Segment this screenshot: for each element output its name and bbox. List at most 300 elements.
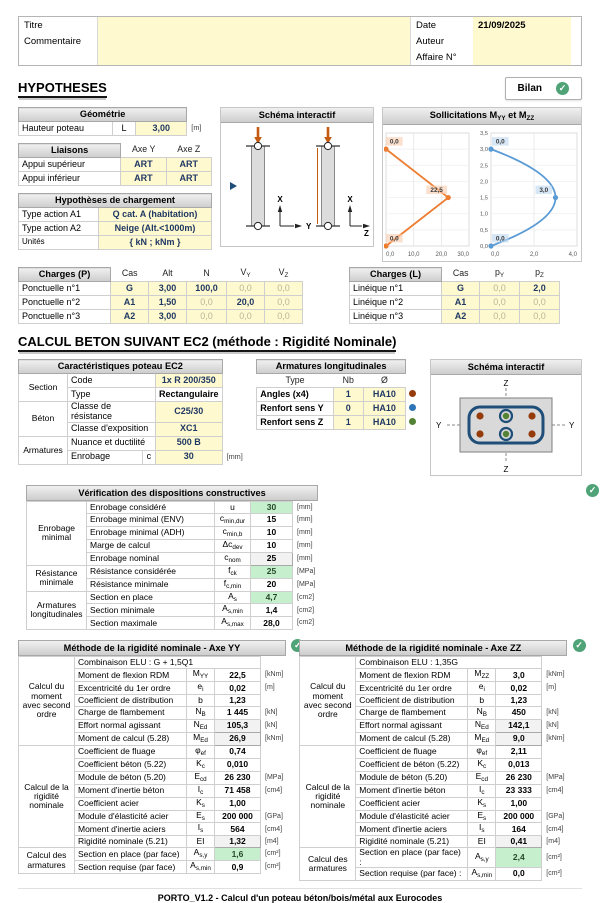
column-header: Axe Z: [177, 144, 201, 155]
nb-input[interactable]: 0: [333, 402, 363, 416]
charge-input[interactable]: 3,00: [149, 310, 187, 324]
value-cell: 0,010: [215, 758, 261, 771]
row-label: Unités: [19, 236, 99, 250]
charge-input[interactable]: 0,0: [520, 296, 560, 310]
row-label: Module de béton (5.20): [356, 771, 468, 784]
value-cell: 4,7: [251, 591, 293, 604]
unit-label: [cm4]: [546, 786, 564, 794]
z-rebar: [503, 431, 509, 437]
value-cell: 450: [496, 707, 542, 720]
svg-text:0,0: 0,0: [386, 252, 395, 258]
row-label: Coefficient acier: [75, 797, 187, 810]
row-label: Section minimale: [87, 604, 215, 617]
unit-label: [m]: [265, 684, 275, 692]
row-label: Charge de flambement: [356, 707, 468, 720]
row-symbol: $A_s$: [215, 591, 251, 604]
svg-text:0,0: 0,0: [479, 244, 488, 250]
row-symbol: $I_c$: [468, 784, 496, 797]
table-row: [27, 502, 319, 514]
row-label: Section en place: [87, 591, 215, 604]
unit-label: [MPa]: [546, 773, 565, 781]
cross-section-schematic[interactable]: [432, 377, 580, 473]
table-row: [19, 236, 212, 250]
row-label: Moment d'inertie aciers: [75, 823, 187, 836]
unit-label: [MPa]: [297, 580, 316, 588]
table-row: [19, 172, 212, 186]
charges-p-table: [18, 267, 303, 324]
row-symbol: $K_c$: [468, 758, 496, 771]
moment-zz-chart: [474, 127, 580, 259]
table-title-row: [19, 194, 212, 208]
charge-input[interactable]: 100,0: [187, 282, 227, 296]
table-row: [19, 374, 246, 388]
table-title: Charges (L): [350, 268, 442, 282]
row-label: Moment de calcul (5.28): [75, 732, 187, 745]
table-title-row: [257, 360, 420, 374]
table-title-row: [19, 360, 246, 374]
value-cell: 200 000: [496, 810, 542, 823]
row-symbol: $A_{s,min}$: [187, 861, 215, 874]
row-label: Rigidité nominale (5.21): [75, 836, 187, 848]
row-label: Section maximale: [87, 617, 215, 630]
row-label: Renfort sens Z: [257, 416, 333, 430]
affaire-field[interactable]: [473, 49, 571, 65]
chargement-input[interactable]: Neige (Alt.<1000m): [98, 222, 211, 236]
table-title: Caractéristiques poteau EC2: [19, 360, 223, 374]
row-label: Coefficient de béton (5.22): [356, 758, 468, 771]
methode-zz-table: [299, 640, 568, 881]
value-cell: 1 445: [215, 707, 261, 720]
rebar-color-dot: [405, 416, 419, 430]
column-header: $p_Z$: [535, 267, 544, 280]
column-header: $V_Z$: [278, 267, 289, 280]
unit-label: [cm2]: [297, 593, 315, 601]
table-row: [27, 591, 319, 604]
auteur-field[interactable]: [473, 33, 571, 49]
bilan-label: Bilan: [517, 83, 542, 94]
charge-input[interactable]: 1,50: [149, 296, 187, 310]
value-cell[interactable]: 1x R 200/350: [156, 374, 223, 388]
row-label: Coefficient de distribution: [356, 695, 468, 707]
value-cell: 1,23: [496, 695, 542, 707]
charge-input[interactable]: 0,0: [480, 296, 520, 310]
methode-yy-table: [18, 640, 287, 881]
table-row: [300, 848, 568, 868]
unit-label: [222, 374, 246, 388]
value-cell: 25: [251, 565, 293, 578]
row-symbol: $I_s$: [468, 823, 496, 836]
value-cell: 564: [215, 823, 261, 836]
charge-input[interactable]: A2: [442, 310, 480, 324]
charge-input[interactable]: 0,0: [265, 310, 303, 324]
nb-input[interactable]: 1: [333, 416, 363, 430]
row-symbol: $e_i$: [468, 682, 496, 695]
row-symbol: $\varphi_{ef}$: [468, 745, 496, 758]
unit-label: [cm²]: [546, 870, 562, 878]
axis-label: Z: [503, 379, 509, 388]
row-symbol: b: [468, 695, 496, 707]
row-label: Ponctuelle n°3: [19, 310, 111, 324]
column-z: [322, 146, 335, 226]
unit-label: [cm4]: [265, 825, 283, 833]
header-block: [18, 16, 582, 66]
value-cell: 26 230: [215, 771, 261, 784]
unit-label: [mm]: [297, 541, 313, 549]
row-label: Type: [68, 388, 156, 402]
date-label: Date: [416, 19, 437, 31]
row-symbol: $A_{s,min}$: [215, 604, 251, 617]
table-row: [350, 282, 560, 296]
row-label: Type action A1: [19, 208, 99, 222]
row-symbol: $N_{Ed}$: [187, 720, 215, 733]
row-label: Ponctuelle n°1: [19, 282, 111, 296]
row-label: Rigidité nominale (5.21): [356, 836, 468, 848]
row-symbol: $N_B$: [187, 707, 215, 720]
row-label: Moment de flexion RDM: [356, 669, 468, 682]
caracteristiques-table: [18, 359, 246, 465]
svg-text:0,0: 0,0: [389, 138, 399, 146]
row-label: Coefficient acier: [356, 797, 468, 810]
row-symbol: $K_c$: [187, 758, 215, 771]
charge-input[interactable]: 0,0: [265, 296, 303, 310]
row-label: Effort normal agissant: [75, 720, 187, 733]
value-cell: 23 333: [496, 784, 542, 797]
group-label: Section: [19, 374, 68, 402]
unit-label: [261, 745, 287, 758]
unit-label: [542, 657, 568, 669]
schema-section-title: Schéma interactif: [431, 360, 581, 375]
value-cell: 9,0: [496, 732, 542, 745]
axis-label: Z: [364, 229, 369, 238]
chargement-table: [18, 193, 212, 250]
svg-text:2,0: 2,0: [529, 252, 539, 258]
charge-input[interactable]: 20,0: [227, 296, 265, 310]
row-symbol: $c_{nom}$: [215, 552, 251, 565]
row-label: Excentricité du 1er ordre: [356, 682, 468, 695]
appui-y-input[interactable]: ART: [121, 172, 166, 186]
column-header: Ø: [380, 374, 388, 385]
charge-input[interactable]: 0,0: [227, 310, 265, 324]
row-symbol: $N_B$: [468, 707, 496, 720]
row-label: Moment d'inertie aciers: [356, 823, 468, 836]
liaisons-table: [18, 143, 212, 186]
column-header: Alt: [162, 268, 173, 279]
row-label: Résistance minimale: [87, 578, 215, 591]
column-header: N: [203, 268, 210, 279]
check-ok-icon: [573, 639, 586, 652]
row-label: Appui inférieur: [19, 172, 121, 186]
lateral-load-icon: [230, 182, 237, 190]
group-label: Enrobage minimal: [27, 502, 87, 566]
charge-input[interactable]: A2: [111, 310, 149, 324]
charge-input[interactable]: G: [111, 282, 149, 296]
value-cell: 22,5: [215, 669, 261, 682]
row-label: Linéique n°1: [350, 282, 442, 296]
unit-label: [kN]: [546, 709, 559, 717]
table-header-row: [257, 374, 420, 388]
column-header: Axe Y: [132, 144, 156, 155]
unit-label: [kN]: [265, 722, 278, 730]
value-cell: Rectangulaire: [156, 388, 223, 402]
row-symbol: $E_s$: [187, 810, 215, 823]
unit-label: [261, 695, 287, 707]
table-row: [19, 310, 303, 324]
table-row: [19, 282, 303, 296]
row-symbol: $K_s$: [187, 797, 215, 810]
axis-label: Y: [436, 421, 442, 430]
svg-text:22,5: 22,5: [430, 187, 443, 195]
value-cell: 25: [251, 552, 293, 565]
group-label: Calcul des armatures: [300, 848, 356, 881]
value-cell: 2,4: [496, 848, 542, 868]
unit-label: [m4]: [546, 838, 560, 846]
nb-input[interactable]: 1: [333, 388, 363, 402]
row-symbol: $E_{cd}$: [187, 771, 215, 784]
check-ok-icon: [556, 82, 569, 95]
axis-label: Z: [503, 465, 509, 473]
group-label: Calcul du moment avec second ordre: [300, 657, 356, 746]
group-label: Armatures longitudinales: [27, 591, 87, 630]
charge-input[interactable]: 2,0: [520, 282, 560, 296]
diametre-input[interactable]: HA10: [363, 402, 405, 416]
svg-text:10,0: 10,0: [407, 252, 420, 258]
row-label: Appui supérieur: [19, 158, 121, 172]
table-title: Méthode de la rigidité nominale - Axe ZZ: [299, 640, 567, 656]
hauteur-input[interactable]: 3,00: [136, 122, 187, 136]
affaire-label: Affaire N°: [416, 51, 457, 63]
row-label: Coefficient de distribution: [75, 695, 187, 707]
table-title: Charges (P): [19, 268, 111, 282]
column-header: Cas: [121, 268, 138, 279]
group-label: Calcul des armatures: [19, 848, 75, 874]
table-row: [19, 208, 212, 222]
row-label: Renfort sens Y: [257, 402, 333, 416]
svg-text:3,0: 3,0: [479, 147, 488, 154]
value-cell: 2,11: [496, 745, 542, 758]
svg-text:0,0: 0,0: [495, 235, 505, 243]
diametre-input[interactable]: HA10: [363, 416, 405, 430]
unit-label: [cm2]: [297, 619, 315, 627]
row-symbol: $A_{s,min}$: [468, 868, 496, 881]
row-label: Enrobage considéré: [87, 502, 215, 514]
row-label: Module d'élasticité acier: [356, 810, 468, 823]
schema-poteau-title: Schéma interactif: [221, 108, 373, 123]
value-cell: 0,0: [496, 868, 542, 881]
svg-text:20,0: 20,0: [435, 252, 448, 258]
table-title: Armatures longitudinales: [257, 360, 406, 374]
rebar-color-dot: [405, 402, 419, 416]
table-row: [257, 388, 420, 402]
svg-text:0,0: 0,0: [491, 252, 500, 258]
unit-label: [kNm]: [546, 671, 565, 679]
row-label: Coefficient béton (5.22): [75, 758, 187, 771]
chargement-input[interactable]: Q cat. A (habitation): [98, 208, 211, 222]
row-symbol: b: [187, 695, 215, 707]
unit-label: [542, 758, 568, 771]
auteur-label: Auteur: [416, 35, 444, 47]
row-label: Module d'élasticité acier: [75, 810, 187, 823]
unit-label: [mm]: [297, 554, 313, 562]
charge-input[interactable]: 0,0: [265, 282, 303, 296]
rebar-color-dot: [405, 388, 419, 402]
svg-text:2,5: 2,5: [479, 163, 488, 170]
row-symbol: $\varphi_{ef}$: [187, 745, 215, 758]
unit-label: [mm]: [297, 529, 313, 537]
svg-text:30,0: 30,0: [457, 252, 469, 258]
row-label: Section requise (par face) :: [356, 868, 468, 881]
column-header: Cas: [452, 268, 469, 279]
table-title: Liaisons: [19, 144, 121, 158]
row-symbol: $A_{s,y}$: [468, 848, 496, 868]
z-rebar: [503, 413, 509, 419]
row-symbol: $f_{c,min}$: [215, 578, 251, 591]
row-label: Nuance et ductilité: [68, 436, 156, 450]
row-symbol: $E_{cd}$: [468, 771, 496, 784]
value-cell: 0,41: [496, 836, 542, 848]
row-label: Coefficient de fluage: [356, 745, 468, 758]
charge-input[interactable]: A1: [111, 296, 149, 310]
row-label: Effort normal agissant: [356, 720, 468, 733]
unit-label: [kN]: [265, 709, 278, 717]
appui-z-input[interactable]: ART: [166, 172, 211, 186]
table-row: [300, 657, 568, 669]
row-label: Angles (x4): [257, 388, 333, 402]
row-symbol: $A_{s,y}$: [187, 848, 215, 861]
value-cell[interactable]: 30: [156, 450, 223, 464]
axis-label: X: [347, 195, 353, 204]
charge-input[interactable]: A1: [442, 296, 480, 310]
table-title-row: [350, 268, 560, 282]
bilan-button[interactable]: [505, 77, 582, 100]
axis-label: Y: [306, 222, 312, 231]
charges-l-table: [349, 267, 560, 324]
unit-label: [261, 758, 287, 771]
row-symbol: $M_{Ed}$: [468, 732, 496, 745]
charge-input[interactable]: 0,0: [187, 296, 227, 310]
table-row: [350, 296, 560, 310]
table-title: Méthode de la rigidité nominale - Axe YY: [18, 640, 286, 656]
row-label: Section en place (par face) :: [356, 848, 468, 868]
row-symbol: $K_s$: [468, 797, 496, 810]
unit-label: [cm²]: [265, 850, 281, 858]
unit-label: [cm²]: [546, 853, 562, 861]
table-row: [19, 122, 212, 136]
table-row: [19, 222, 212, 236]
unit-label: [222, 422, 246, 436]
value-cell[interactable]: 500 B: [156, 436, 223, 450]
row-label: Module de béton (5.20): [75, 771, 187, 784]
row-symbol: L: [112, 122, 136, 136]
axis-label: X: [277, 195, 283, 204]
date-field[interactable]: 21/09/2025: [473, 17, 571, 33]
table-row: [27, 565, 319, 578]
unit-label: [222, 436, 246, 450]
row-symbol: EI: [468, 836, 496, 848]
table-title: Géométrie: [19, 108, 187, 122]
row-label: Charge de flambement: [75, 707, 187, 720]
table-row: [257, 402, 420, 416]
unit-label: [cm4]: [546, 825, 564, 833]
column-header: $V_Y$: [240, 267, 251, 280]
commentaire-field[interactable]: [97, 33, 411, 65]
unit-label: [261, 657, 287, 669]
table-title: Vérification des dispositions constructives: [26, 485, 318, 501]
axis-label: Y: [569, 421, 575, 430]
verification-table: [26, 485, 582, 630]
row-label: Combinaison ELU : G + 1,5Q1: [75, 657, 261, 669]
hypotheses-tables: [18, 107, 212, 250]
unit-label: [m]: [191, 123, 202, 133]
charge-input[interactable]: 0,0: [480, 282, 520, 296]
unit-label: [MPa]: [265, 773, 284, 781]
table-row: [19, 158, 212, 172]
svg-text:1,0: 1,0: [479, 211, 488, 218]
value-cell[interactable]: XC1: [156, 422, 223, 436]
value-cell: 0,02: [496, 682, 542, 695]
charge-input[interactable]: 3,00: [149, 282, 187, 296]
row-symbol: c: [142, 450, 155, 464]
table-row: [350, 310, 560, 324]
row-label: Section en place (par face): [75, 848, 187, 861]
row-label: Moment de flexion RDM: [75, 669, 187, 682]
corner-rebar: [528, 412, 535, 419]
row-label: Moment de calcul (5.28): [356, 732, 468, 745]
svg-text:0,0: 0,0: [495, 138, 505, 146]
charge-input[interactable]: 0,0: [480, 310, 520, 324]
value-cell: 0,013: [496, 758, 542, 771]
appui-y-input[interactable]: ART: [121, 158, 166, 172]
chargement-input[interactable]: { kN ; kNm }: [98, 236, 211, 250]
diametre-input[interactable]: HA10: [363, 388, 405, 402]
unit-label: [542, 745, 568, 758]
row-symbol: $\Delta c_{dev}$: [215, 539, 251, 552]
row-label: Linéique n°2: [350, 296, 442, 310]
row-label: Type action A2: [19, 222, 99, 236]
corner-rebar: [528, 430, 535, 437]
charge-input[interactable]: 0,0: [227, 282, 265, 296]
table-title-row: [19, 268, 303, 282]
svg-text:0,5: 0,5: [479, 227, 488, 234]
unit-label: [261, 797, 287, 810]
group-label: Armatures: [19, 436, 68, 464]
value-cell: 30: [251, 502, 293, 514]
value-cell: 1,4: [251, 604, 293, 617]
row-label: Combinaison ELU : 1,35G: [356, 657, 542, 669]
appui-z-input[interactable]: ART: [166, 158, 211, 172]
check-ok-icon: [586, 484, 599, 497]
titre-field[interactable]: [97, 17, 411, 33]
row-symbol: u: [215, 502, 251, 514]
value-cell: 164: [496, 823, 542, 836]
armatures-table: [256, 359, 420, 430]
row-symbol: $c_{min,b}$: [215, 526, 251, 539]
value-cell: 26,9: [215, 732, 261, 745]
row-label: Classe d'exposition: [68, 422, 156, 436]
value-cell[interactable]: C25/30: [156, 402, 223, 423]
table-title: Hypothèses de chargement: [19, 194, 212, 208]
column-schematic[interactable]: [222, 125, 372, 244]
value-cell: 1,23: [215, 695, 261, 707]
value-cell: 0,74: [215, 745, 261, 758]
unit-label: [kNm]: [265, 671, 284, 679]
row-label: Ponctuelle n°2: [19, 296, 111, 310]
charge-input[interactable]: G: [442, 282, 480, 296]
charge-input[interactable]: 0,0: [520, 310, 560, 324]
group-label: Résistance minimale: [27, 565, 87, 591]
unit-label: [222, 388, 246, 402]
charge-input[interactable]: 0,0: [187, 310, 227, 324]
value-cell: 20: [251, 578, 293, 591]
